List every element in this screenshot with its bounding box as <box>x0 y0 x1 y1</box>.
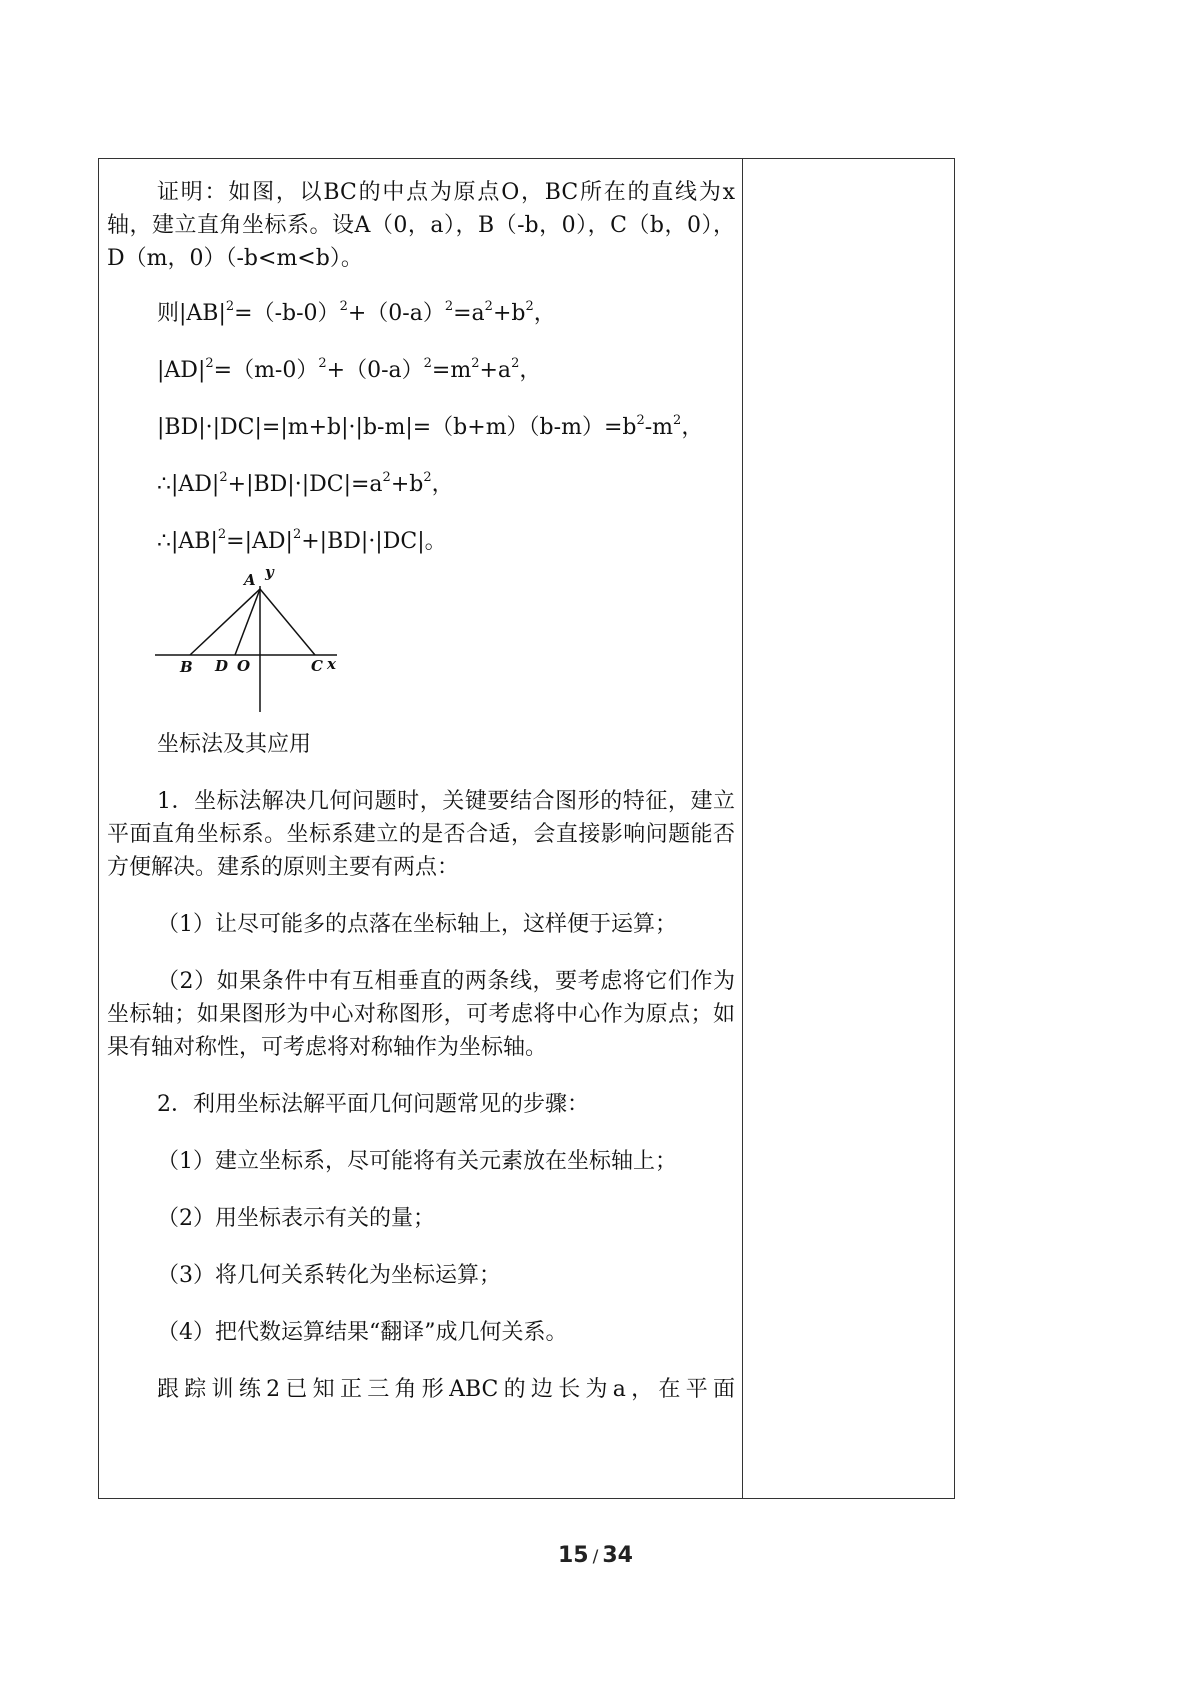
section-rule-1: （1）让尽可能多的点落在坐标轴上，这样便于运算； <box>157 912 677 937</box>
page-number <box>0 1543 1191 1568</box>
table-left-cell <box>107 176 735 1491</box>
segment-ac <box>260 589 315 655</box>
section-point-2: 2．利用坐标法解平面几何问题常见的步骤： <box>157 1092 589 1117</box>
label-y: y <box>265 564 274 581</box>
page-separator: / <box>592 1547 599 1567</box>
label-d: D <box>215 657 229 675</box>
section-point-1: 1．坐标法解决几何问题时，关键要结合图形的特征，建立平面直角坐标系。坐标系建立的是否合适，会直接影响问题能否方便解决。建系的原则主要有两点： <box>107 789 735 880</box>
section-rule-2: （2）如果条件中有互相垂直的两条线，要考虑将它们作为坐标轴；如果图形为中心对称图形，可考虑将中心作为原点；如果有轴对称性，可考虑将对称轴作为坐标轴。 <box>107 969 735 1060</box>
step-4: （4）把代数运算结果“翻译”成几何关系。 <box>157 1320 568 1345</box>
label-x: x <box>327 655 336 673</box>
table-column-divider <box>742 158 743 1499</box>
step-3: （3）将几何关系转化为坐标运算； <box>157 1263 501 1288</box>
section-title: 坐标法及其应用 <box>157 732 312 757</box>
page-total: 34 <box>602 1543 633 1568</box>
segment-ab <box>190 589 260 655</box>
equation-conclusion: $\therefore|AB|^2=|AD|^2+|BD|\cdot|DC|$。 <box>157 526 447 554</box>
equation-bd-dc: $|BD|\cdot|DC|=|m+b|\cdot|b-m|=(b+m)(b-m)=b^2-m^2$， <box>157 412 704 440</box>
coordinate-figure <box>155 564 355 714</box>
label-b: B <box>180 658 193 676</box>
label-a: A <box>244 571 256 589</box>
segment-ad <box>235 589 260 655</box>
proof-intro: 证明：如图，以BC的中点为原点O，BC所在的直线为x轴，建立直角坐标系。设A（0，a），B（-b，0），C（b，0），D（m，0）（-b<m<b）。 <box>107 180 735 271</box>
equation-ad-squared: $|AD|^2=(m-0)^2+(0-a)^2=m^2+a^2$， <box>157 355 542 383</box>
equation-ab-squared: 则$|AB|^2=(-b-0)^2+(0-a)^2=a^2+b^2$， <box>157 298 556 326</box>
exercise-text: 跟踪训练2已知正三角形ABC的边长为a，在平面 <box>157 1377 735 1402</box>
label-c: C <box>311 657 323 675</box>
page-current: 15 <box>558 1543 589 1568</box>
step-2: （2）用坐标表示有关的量； <box>157 1206 435 1231</box>
label-o: O <box>237 657 251 675</box>
step-1: （1）建立坐标系，尽可能将有关元素放在坐标轴上； <box>157 1149 677 1174</box>
equation-sum: $\therefore|AD|^2+|BD|\cdot|DC|=a^2+b^2$， <box>157 469 454 497</box>
